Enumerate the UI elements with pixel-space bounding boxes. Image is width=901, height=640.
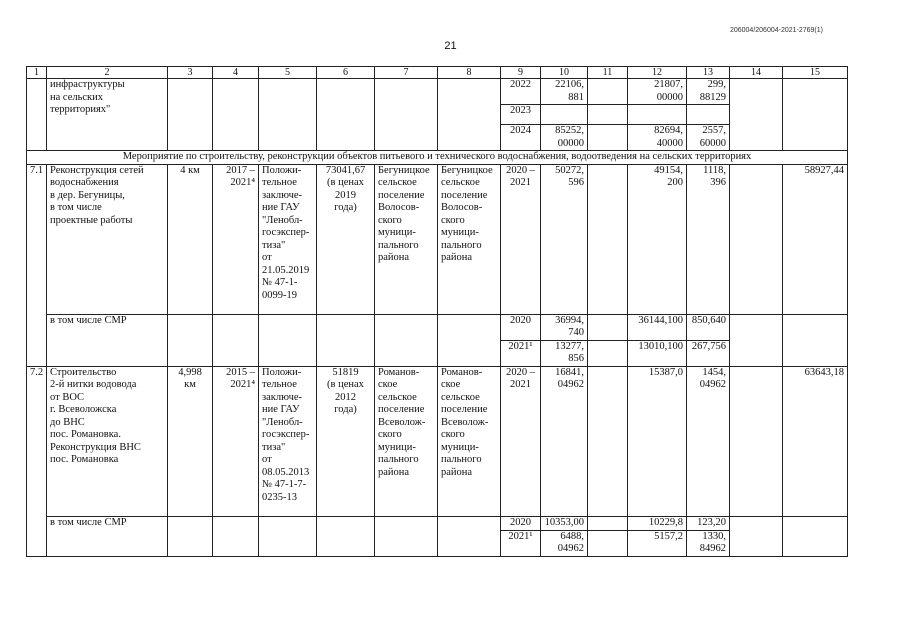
total-cell: 50272, 596: [541, 164, 588, 314]
local-cell: 123,20: [687, 516, 730, 530]
col-num: 2: [47, 67, 168, 79]
expertise-cell: Положи- тельное заключе- ние ГАУ "Ленобл- госэкспер- тиза" от 08.05.2013 № 47-1-7- 0235-13: [259, 366, 317, 516]
col-num: 3: [168, 67, 213, 79]
customer-cell: Бегуницкое сельское поселение Волосов- ского муници- пального района: [375, 164, 438, 314]
smr-label: в том числе СМР: [47, 314, 168, 366]
col-num: 11: [588, 67, 628, 79]
table-row: [27, 164, 848, 314]
regional-cell: 10229,8: [628, 516, 687, 530]
customer-cell: Романов- ское сельское поселение Всеволож- ского муници- пального района: [375, 366, 438, 516]
year-cell: 2020: [501, 516, 541, 530]
year-cell: 2021¹: [501, 340, 541, 366]
local-cell: 2557, 60000: [687, 125, 730, 151]
total-cell: 36994, 740: [541, 314, 588, 340]
builder-cell: Романов- ское сельское поселение Всеволож- ского муници- пального района: [438, 366, 501, 516]
table-row: [27, 516, 848, 530]
col-num: 9: [501, 67, 541, 79]
col-num: 12: [628, 67, 687, 79]
col-num: 13: [687, 67, 730, 79]
item-name: Реконструкция сетей водоснабжения в дер. Бегуницы, в том числе проектные работы: [47, 164, 168, 314]
regional-cell: 82694, 40000: [628, 125, 687, 151]
regional-cell: 15387,0: [628, 366, 687, 516]
col-num: 8: [438, 67, 501, 79]
total-cell: 16841, 04962: [541, 366, 588, 516]
year-cell: 2024: [501, 125, 541, 151]
col-num: 6: [317, 67, 375, 79]
regional-cell: 36144,100: [628, 314, 687, 340]
cost-cell: 73041,67 (в ценах 2019 года): [317, 164, 375, 314]
item-number: 7.1: [27, 164, 47, 366]
years-cell: 2020 – 2021: [501, 164, 541, 314]
col-num: 7: [375, 67, 438, 79]
continued-name: инфраструктуры на сельских территориях": [47, 79, 168, 151]
total-cost-cell: 63643,18: [783, 366, 848, 516]
year-cell: 2020: [501, 314, 541, 340]
total-cell: 85252, 00000: [541, 125, 588, 151]
local-cell: 267,756: [687, 340, 730, 366]
local-cell: 850,640: [687, 314, 730, 340]
expertise-cell: Положи- тельное заключе- ние ГАУ "Ленобл- госэкспер- тиза" от 21.05.2019 № 47-1- 0099-19: [259, 164, 317, 314]
capacity-cell: 4,998 км: [168, 366, 213, 516]
col-num: 5: [259, 67, 317, 79]
total-cell: 6488, 04962: [541, 530, 588, 556]
section-title: Мероприятие по строительству, реконструкции объектов питьевого и технического водоснабжения, водоотведения на сельских территориях: [27, 151, 848, 165]
item-number: 7.2: [27, 366, 47, 556]
capacity-cell: 4 км: [168, 164, 213, 314]
year-cell: 2023: [501, 105, 541, 125]
total-cell: 10353,00: [541, 516, 588, 530]
cost-cell: 51819 (в ценах 2012 года): [317, 366, 375, 516]
total-cell: 13277, 856: [541, 340, 588, 366]
total-cost-cell: 58927,44: [783, 164, 848, 314]
funding-table: [26, 66, 848, 557]
local-cell: 1454, 04962: [687, 366, 730, 516]
col-num: 10: [541, 67, 588, 79]
year-cell: 2022: [501, 79, 541, 105]
local-cell: 1118, 396: [687, 164, 730, 314]
document-id: 206004/206004-2021-2769(1): [729, 27, 823, 34]
builder-cell: Бегуницкое сельское поселение Волосов- ского муници- пального района: [438, 164, 501, 314]
smr-label: в том числе СМР: [47, 516, 168, 556]
table-row: [27, 79, 848, 105]
table-row: [27, 314, 848, 340]
period-cell: 2017 – 2021⁴: [213, 164, 259, 314]
year-cell: 2021¹: [501, 530, 541, 556]
period-cell: 2015 – 2021⁴: [213, 366, 259, 516]
item-name: Строительство 2-й нитки водовода от ВОС г. Всеволожска до ВНС пос. Романовка. Реконструкция ВНС пос. Романовка: [47, 366, 168, 516]
section-row: [27, 151, 848, 165]
table-row: [27, 366, 848, 516]
regional-cell: 5157,2: [628, 530, 687, 556]
col-num: 14: [730, 67, 783, 79]
col-num: 15: [783, 67, 848, 79]
regional-cell: 13010,100: [628, 340, 687, 366]
local-cell: 1330, 84962: [687, 530, 730, 556]
col-num: 4: [213, 67, 259, 79]
regional-cell: 49154, 200: [628, 164, 687, 314]
years-cell: 2020 – 2021: [501, 366, 541, 516]
col-num: 1: [27, 67, 47, 79]
page-number: 21: [444, 40, 457, 52]
local-cell: 299, 88129: [687, 79, 730, 105]
regional-cell: 21807, 00000: [628, 79, 687, 105]
column-number-row: [27, 67, 848, 79]
total-cell: 22106, 881: [541, 79, 588, 105]
